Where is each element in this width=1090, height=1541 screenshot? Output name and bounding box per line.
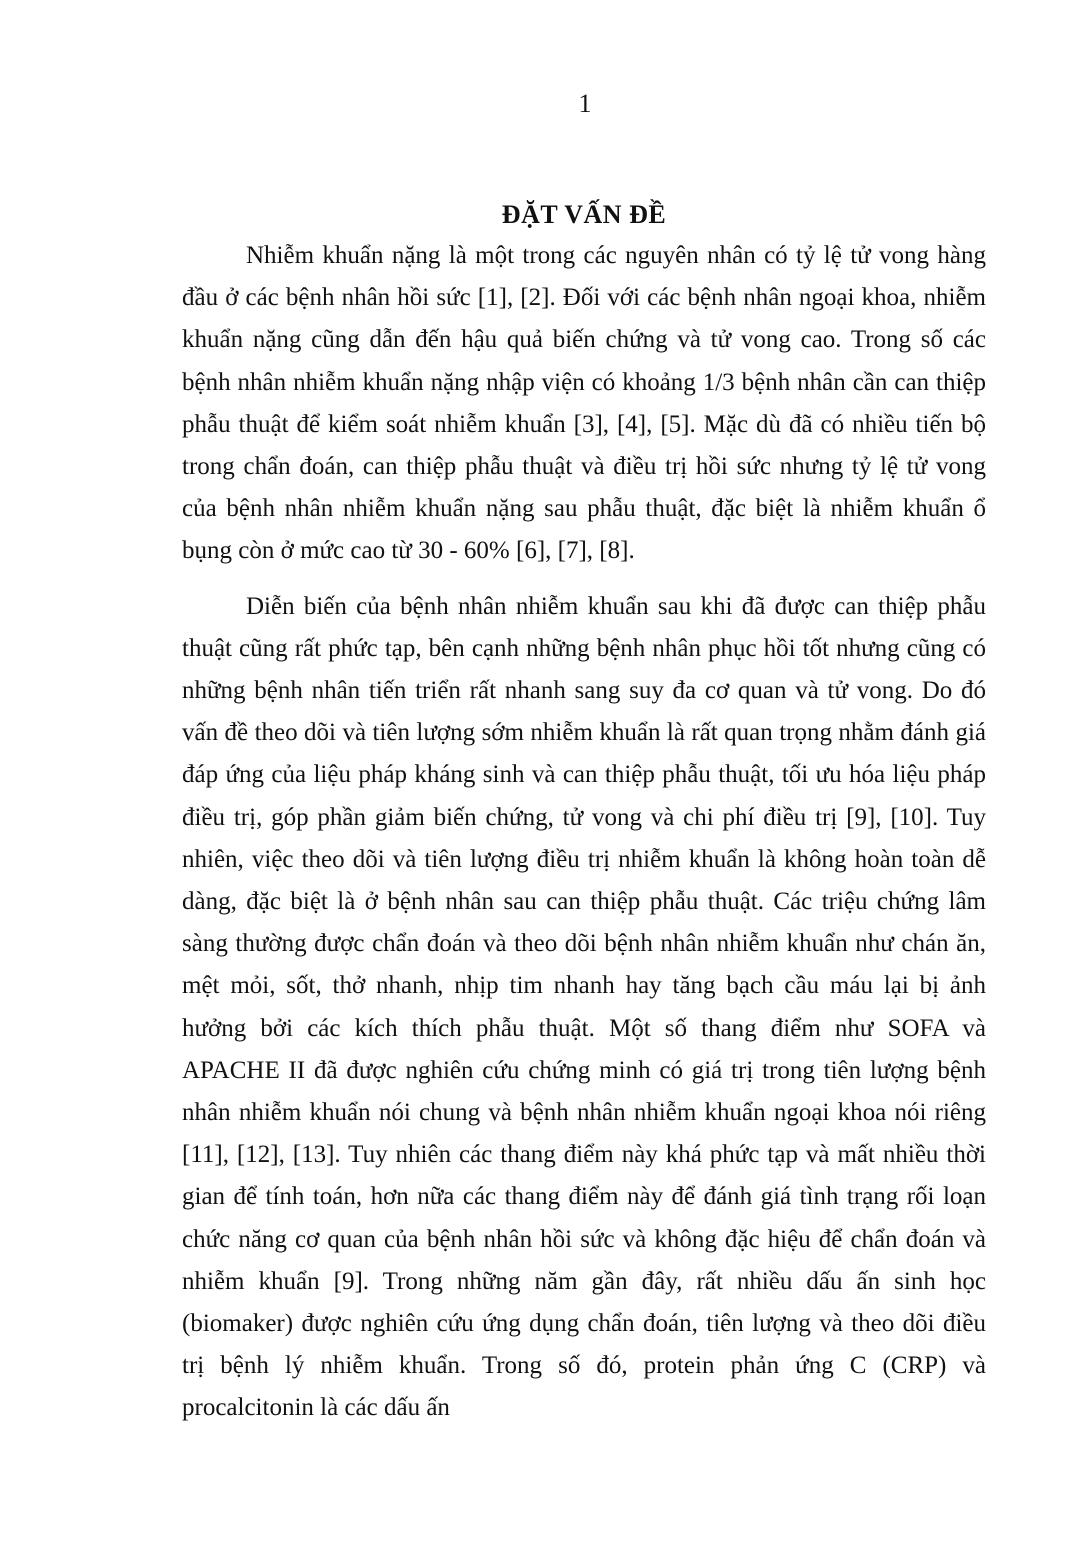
section-title: ĐẶT VẤN ĐỀ	[501, 200, 667, 230]
document-body	[182, 235, 986, 1430]
paragraph: Nhiễm khuẩn nặng là một trong các nguyên nhân có tỷ lệ tử vong hàng đầu ở các bệnh nhân hồi sức [1], [2]. Đối với các bệnh nhân ngoại khoa, nhiễm khuẩn nặng cũng dẫn đến hậu quả biến chứng và tử vong cao. Trong số các bệnh nhân nhiễm khuẩn nặng nhập viện có khoảng 1/3 bệnh nhân cần can thiệp phẫu thuật để kiểm soát nhiễm khuẩn [3], [4], [5]. Mặc dù đã có nhiều tiến bộ trong chẩn đoán, can thiệp phẫu thuật và điều trị hồi sức nhưng tỷ lệ tử vong của bệnh nhân nhiễm khuẩn nặng sau phẫu thuật, đặc biệt là nhiễm khuẩn ổ bụng còn ở mức cao từ 30 - 60% [6], [7], [8].	[182, 242, 986, 565]
paragraph: Diễn biến của bệnh nhân nhiễm khuẩn sau khi đã được can thiệp phẫu thuật cũng rất phức tạp, bên cạnh những bệnh nhân phục hồi tốt nhưng cũng có những bệnh nhân tiến triển rất nhanh sang suy đa cơ quan và tử vong. Do đó vấn đề theo dõi và tiên lượng sớm nhiễm khuẩn là rất quan trọng nhằm đánh giá đáp ứng của liệu pháp kháng sinh và can thiệp phẫu thuật, tối ưu hóa liệu pháp điều trị, góp phần giảm biến chứng, tử vong và chi phí điều trị [9], [10]. Tuy nhiên, việc theo dõi và tiên lượng điều trị nhiễm khuẩn là không hoàn toàn dễ dàng, đặc biệt là ở bệnh nhân sau can thiệp phẫu thuật. Các triệu chứng lâm sàng thường được chẩn đoán và theo dõi bệnh nhân nhiễm khuẩn như chán ăn, mệt mỏi, sốt, thở nhanh, nhịp tim nhanh hay tăng bạch cầu máu lại bị ảnh hưởng bởi các kích thích phẫu thuật. Một số thang điểm như SOFA và APACHE II đã được nghiên cứu chứng minh có giá trị trong tiên lượng bệnh nhân nhiễm khuẩn nói chung và bệnh nhân nhiễm khuẩn ngoại khoa nói riêng [11], [12], [13]. Tuy nhiên các thang điểm này khá phức tạp và mất nhiều thời gian để tính toán, hơn nữa các thang điểm này để đánh giá tình trạng rối loạn chức năng cơ quan của bệnh nhân hồi sức và không đặc hiệu để chẩn đoán và nhiễm khuẩn [9]. Trong những năm gần đây, rất nhiều dấu ấn sinh học (biomaker) được nghiên cứu ứng dụng chẩn đoán, tiên lượng và theo dõi điều trị bệnh lý nhiễm khuẩn. Trong số đó, protein phản ứng C (CRP) và procalcitonin là các dấu ấn	[182, 592, 986, 1422]
page-number: 1	[578, 89, 592, 118]
